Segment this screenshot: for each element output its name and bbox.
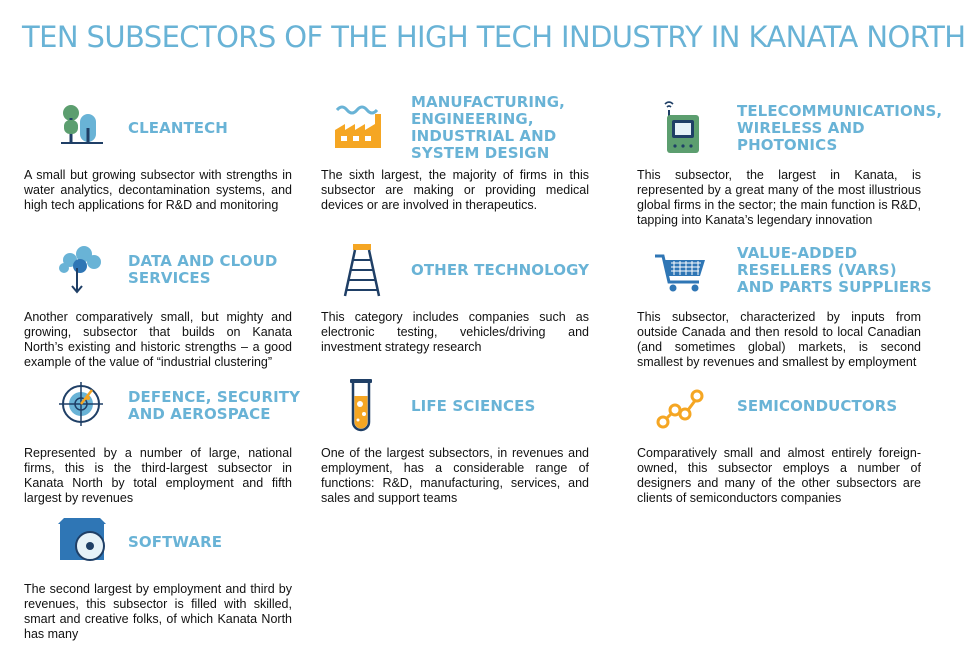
subsector-name: VALUE-ADDED RESELLERS (VARS) AND PARTS SUPPLIERS bbox=[737, 243, 932, 296]
circuit-nodes-icon bbox=[653, 378, 709, 434]
subsector-name: LIFE SCIENCES bbox=[411, 396, 536, 415]
subsector-description: A small but growing subsector with strengths in water analytics, decontamination systems, and high tech applications for R&D and monitoring bbox=[24, 168, 292, 212]
cloud-download-icon bbox=[54, 242, 110, 298]
subsector-description: Comparatively small and almost entirely foreign-owned, this subsector employs a number of designers and many of the other subsectors are clients of semiconductors companies bbox=[637, 446, 921, 505]
subsector-description: One of the largest subsectors, in revenues and employment, has a considerable range of functions: R&D, manufacturing, services, and sales and support teams bbox=[321, 446, 589, 505]
tower-icon bbox=[333, 242, 389, 298]
subsector-name: CLEANTECH bbox=[128, 118, 228, 137]
subsector-description: This category includes companies such as electronic testing, vehicles/driving and investment strategy research bbox=[321, 310, 589, 354]
subsector-description: This subsector, the largest in Kanata, is represented by a great many of the most illustrious global firms in the sector; the main function is R&D, tapping into Kanata’s legendary innovation bbox=[637, 168, 921, 227]
subsector-description: The second largest by employment and third by revenues, this subsector is filled with skilled, smart and creative folks, of which Kanata North has many bbox=[24, 582, 292, 641]
subsector-name: DEFENCE, SECURITY AND AEROSPACE bbox=[128, 388, 301, 423]
subsector-description: This subsector, characterized by inputs from outside Canada and then resold to local Canadian (and sometimes global) markets, is second smallest by revenues and smallest by employment bbox=[637, 310, 921, 369]
radar-icon bbox=[54, 378, 110, 434]
subsector-name: SEMICONDUCTORS bbox=[737, 396, 898, 415]
subsector-description: Another comparatively small, but mighty and growing, subsector that builds on Kanata North’s existing and historic strengths – a good example of the value of “industrial clustering” bbox=[24, 310, 292, 369]
tree-icon bbox=[54, 100, 110, 156]
subsector-name: OTHER TECHNOLOGY bbox=[411, 260, 590, 279]
handheld-device-icon bbox=[657, 100, 713, 156]
factory-icon bbox=[331, 100, 387, 156]
subsector-description: Represented by a number of large, national firms, this is the third-largest subsector in Kanata North by total employment and fifth largest by revenues bbox=[24, 446, 292, 505]
subsector-name: DATA AND CLOUD SERVICES bbox=[128, 252, 278, 287]
subsector-name: MANUFACTURING, ENGINEERING, INDUSTRIAL AND SYSTEM DESIGN bbox=[411, 93, 565, 162]
subsector-description: The sixth largest, the majority of firms in this subsector are making or providing medical devices or are involved in therapeutics. bbox=[321, 168, 589, 212]
test-tube-icon bbox=[333, 378, 389, 434]
page-title: TEN SUBSECTORS OF THE HIGH TECH INDUSTRY IN KANATA NORTH bbox=[22, 20, 966, 54]
software-box-icon bbox=[54, 514, 110, 570]
subsector-name: TELECOMMUNICATIONS, WIRELESS AND PHOTONICS bbox=[737, 101, 943, 154]
shopping-cart-icon bbox=[653, 242, 709, 298]
subsector-name: SOFTWARE bbox=[128, 532, 223, 551]
